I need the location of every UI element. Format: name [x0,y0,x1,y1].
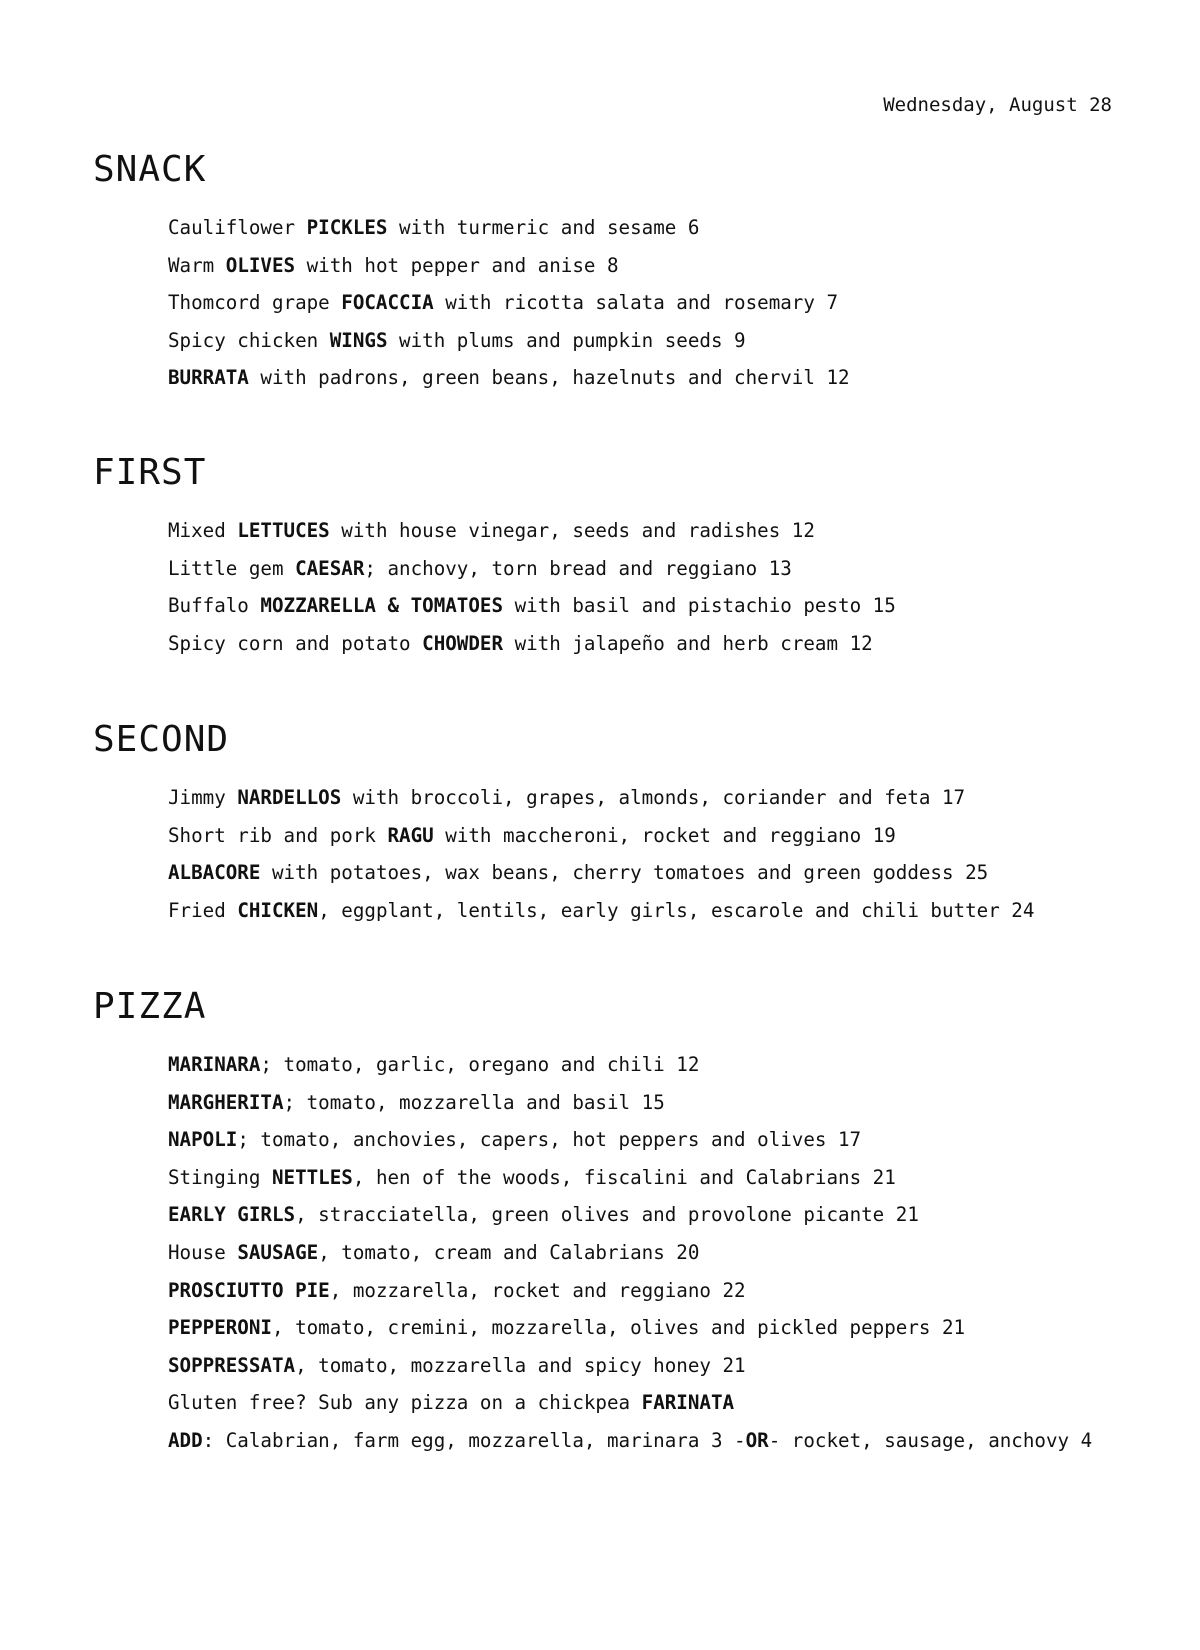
item-text: , stracciatella, green olives and provolone picante 21 [295,1203,919,1227]
menu-date: Wednesday, August 28 [883,94,1112,116]
dish-name: RAGU [387,823,434,847]
dish-name: CAESAR [295,556,365,580]
item-text: with jalapeño and herb cream 12 [503,631,873,655]
menu-item [168,1084,1173,1122]
menu-item [168,587,1173,625]
item-text: with potatoes, wax beans, cherry tomatoes and green goddess 25 [260,861,989,885]
section-title: PIZZA [93,986,207,1027]
menu-item [168,1384,1173,1422]
menu-item [168,817,1173,855]
section-second [93,715,1173,929]
menu-item [168,284,1173,322]
item-text: Little gem [168,556,296,580]
item-text: , tomato, cremini, mozzarella, olives and pickled peppers 21 [271,1316,966,1340]
item-text: Mixed [168,519,238,542]
menu-item [168,359,1173,397]
item-text: Spicy corn and potato [168,631,423,655]
dish-name: CHICKEN [237,898,319,922]
menu-item [168,247,1173,285]
dish-name: OR [745,1428,769,1452]
dish-name: EARLY GIRLS [168,1203,296,1227]
menu-item-list [168,1046,1173,1460]
menu-item-list [168,209,1173,397]
dish-name: SOPPRESSATA [168,1353,296,1377]
dish-name: NAPOLI [168,1128,238,1152]
section-title: SECOND [93,719,230,760]
item-text: with hot pepper and anise 8 [295,253,619,277]
dish-name: PICKLES [306,216,388,239]
menu-item [168,209,1173,247]
item-text: Fried [168,898,238,922]
item-text: with maccheroni, rocket and reggiano 19 [433,823,896,847]
dish-name: PROSCIUTTO PIE [168,1278,330,1302]
menu-item [168,625,1173,663]
dish-name: SAUSAGE [237,1240,319,1264]
item-text: ; anchovy, torn bread and reggiano 13 [364,556,792,580]
menu-item [168,1309,1173,1347]
item-text: with ricotta salata and rosemary 7 [433,291,839,315]
item-text: with house vinegar, seeds and radishes 12 [329,519,815,542]
dish-name: PEPPERONI [168,1316,272,1340]
item-text: , mozzarella, rocket and reggiano 22 [329,1278,746,1302]
item-text: with plums and pumpkin seeds 9 [387,328,746,352]
item-text: Thomcord grape [168,291,342,315]
item-text: Gluten free? Sub any pizza on a chickpea [168,1391,642,1415]
menu-item [168,892,1173,930]
dish-name: FARINATA [641,1391,735,1415]
section-title: SNACK [93,149,207,190]
item-text: Short rib and pork [168,823,388,847]
item-text: with padrons, green beans, hazelnuts and chervil 12 [248,366,850,390]
item-text: , eggplant, lentils, early girls, escarole and chili butter 24 [318,898,1035,922]
item-text: - rocket, sausage, anchovy 4 [768,1428,1093,1452]
dish-name: NARDELLOS [237,786,342,809]
dish-name: MOZZARELLA & TOMATOES [260,594,504,618]
menu-item [168,1121,1173,1159]
item-text: Cauliflower [168,216,307,239]
item-text: House [168,1240,238,1264]
item-text: , hen of the woods, fiscalini and Calabrians 21 [352,1165,896,1189]
item-text: ; tomato, garlic, oregano and chili 12 [260,1053,700,1076]
item-text: ; tomato, mozzarella and basil 15 [283,1090,665,1114]
dish-name: BURRATA [168,366,249,390]
menu-item [168,1196,1173,1234]
item-text: Spicy chicken [168,328,330,352]
menu-item [168,1272,1173,1310]
dish-name: MARINARA [168,1053,261,1076]
menu-item [168,1046,1173,1084]
item-text: with broccoli, grapes, almonds, coriander and feta 17 [341,786,966,809]
dish-name: OLIVES [225,253,296,277]
menu-item [168,550,1173,588]
dish-name: FOCACCIA [341,291,434,315]
dish-name: NETTLES [271,1165,353,1189]
item-text: Buffalo [168,594,261,618]
dish-name: LETTUCES [237,519,330,542]
section-snack [93,145,1173,397]
dish-name: ADD [168,1428,203,1452]
item-text: with turmeric and sesame 6 [387,216,700,239]
item-text: , tomato, mozzarella and spicy honey 21 [295,1353,746,1377]
section-title: FIRST [93,452,207,493]
menu-item [168,1422,1173,1460]
item-text: Stinging [168,1165,272,1189]
section-first [93,448,1173,662]
item-text: : Calabrian, farm egg, mozzarella, marinara 3 - [202,1428,746,1452]
dish-name: MARGHERITA [168,1090,284,1114]
menu-item [168,854,1173,892]
item-text: with basil and pistachio pesto 15 [503,594,896,618]
menu-item [168,322,1173,360]
dish-name: WINGS [329,328,388,352]
menu-item-list [168,512,1173,662]
menu-item [168,1159,1173,1197]
menu-item-list [168,779,1173,929]
item-text: , tomato, cream and Calabrians 20 [318,1240,700,1264]
menu-item [168,512,1173,550]
menu-item [168,1347,1173,1385]
menu-item [168,1234,1173,1272]
item-text: ; tomato, anchovies, capers, hot peppers and olives 17 [237,1128,862,1152]
section-pizza [93,982,1173,1460]
item-text: Jimmy [168,786,238,809]
item-text: Warm [168,253,226,277]
dish-name: ALBACORE [168,861,261,885]
menu-item [168,779,1173,817]
dish-name: CHOWDER [422,631,504,655]
